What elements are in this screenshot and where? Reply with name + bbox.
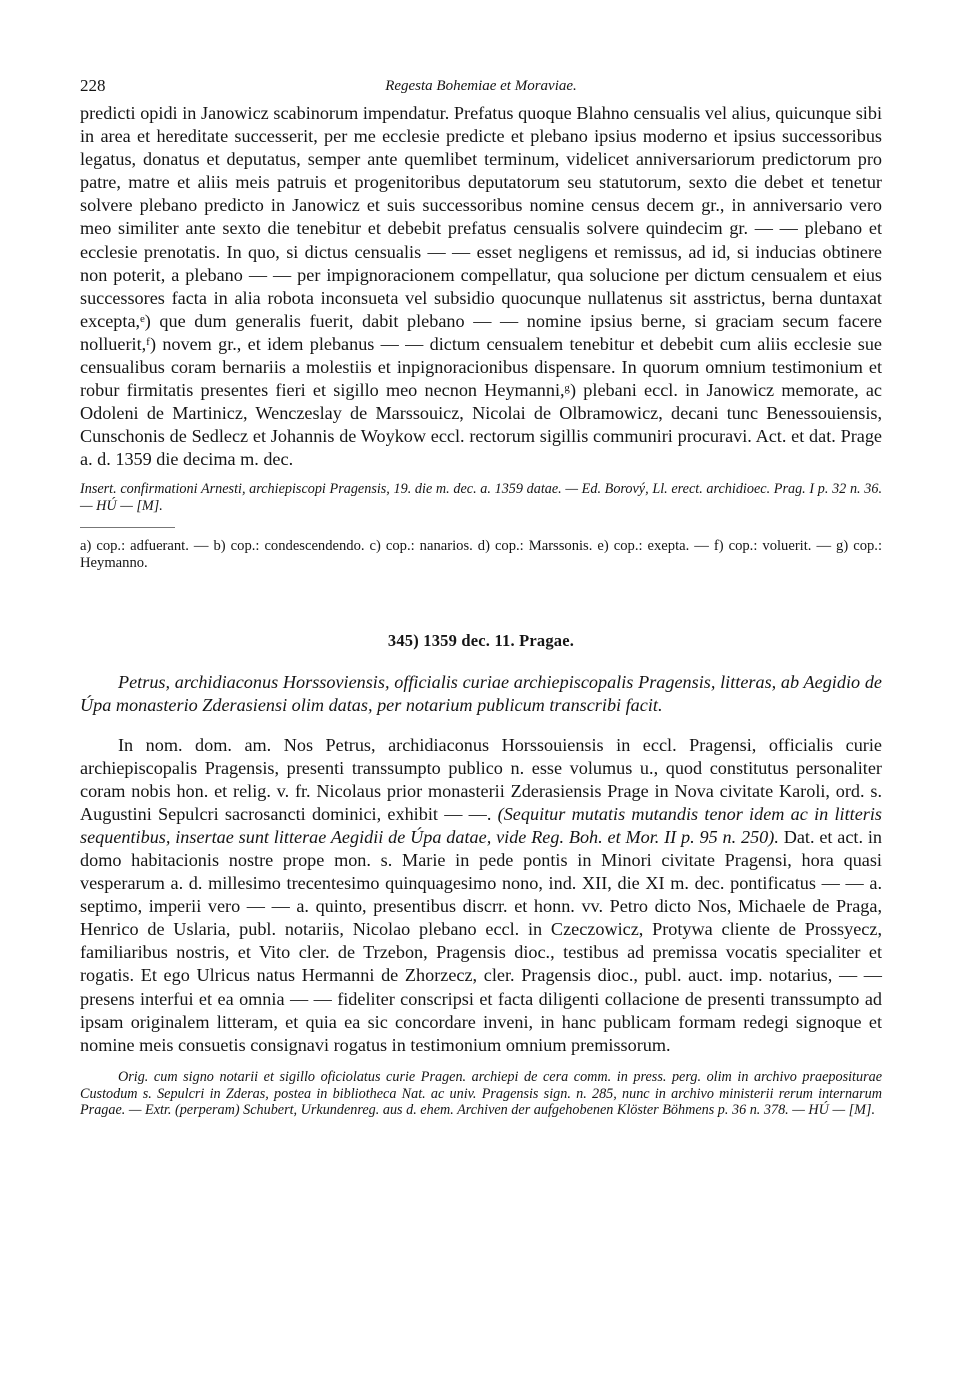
source-note: Insert. confirmationi Arnesti, archiepiscopi Pragensis, 19. die m. dec. a. 1359 datae. — Ed. Borový, Ll. erect. archidioec. Prag. I p. 32 n. 36. — HÚ — [M]. xyxy=(80,480,882,514)
entry-heading: 345) 1359 dec. 11. Pragae. xyxy=(387,630,575,650)
footnotes: a) cop.: adfuerant. — b) cop.: condescendendo. c) cop.: nanarios. d) cop.: Marssonis. e) cop.: exepta. — f) cop.: voluerit. — g) cop.: Heymanno. xyxy=(80,537,882,571)
continued-charter-text: predicti opidi in Janowicz scabinorum impendatur. Prefatus quoque Blahno censualis vel alius, quicunque sibi in area et hereditate successerit, per me ecclesie predicte et plebano ipsius moderno et ipsius successoribus legatus, donatus et deputatus, semper ante quemlibet terminum, videlicet anniversariorum predictorum pro patre, matre et aliis meis patruis et progenitoribus deputatorum seu statutorum, sexto die debet et tenetur solvere plebano predicto in Janowicz et suis successoribus nomine census decem gr., in anniversario vero meo similiter ante sexto die tenebitur et debebit prefatus censualis solvere quindecim gr. — — plebano et ecclesie prenotatis. In quo, si dictus censualis — — esset negligens et remissus, ad id, si inducias obtinere non poterit, a plebano — — per impignoracionem compellatur, qua solucione per dictum censualem et eius successores facta in alia robota inconsueta vel subsidio quocunque nullatenus sit asstrictus, berna duntaxat excepta,ᵉ) que dum generalis fuerit, dabit plebano — — nomine ipsius berne, si graciam secum facere nolluerit,ᶠ) novem gr., et idem plebanus — — dictum censualem tenebitur et debebit cum aliis ecclesie sue censualibus coram bernariis a molestiis et inpignoracionibus dispensare. In quorum omnium testimonium et robur firmitatis presentes fieri et sigillo meo necnon Heymanni,ᵍ) plebani eccl. in Janowicz memorate, ac Odoleni de Martinicz, Wenczeslay de Marssouicz, Nicolai de Olbramowicz, decani tunc Benessouiensis, Cunschonis de Sedlecz et Johannis de Woykow eccl. rectorum sigillis communiri procuravi. Act. et dat. Prage a. d. 1359 die decima m. dec. xyxy=(80,103,882,470)
archive-note: Orig. cum signo notarii et sigillo oficiolatus curie Pragen. archiepi de cera comm. in press. perg. olim in archivo praepositurae Custodum s. Sepulcri in Zderas, postea in bibliotheca Nat. ac univ. Pragensis sign. n. 285, nunc in archivo ministerii rerum internarum Pragae. — Extr. (perperam) Schubert, Urkundenreg. aus d. ehem. Archiven der aufgehobenen Klöster Böhmens p. 36 n. 378. — HÚ — [M]. xyxy=(80,1068,882,1119)
book-page xyxy=(80,62,882,1119)
regest-summary: Petrus, archidiaconus Horssoviensis, officialis curiae archiepiscopalis Pragensis, litteras, ab Aegidio de Úpa monasterio Zderasiensi olim datas, per notarium publicum transcribi facit. xyxy=(80,671,882,715)
page-number: 228 xyxy=(80,76,106,95)
running-title: Regesta Bohemiae et Moraviae. xyxy=(385,78,577,94)
footnote-divider xyxy=(80,527,175,528)
editorial-insertion: (Sequitur mutatis mutandis tenor idem ac in litteris sequentibus, insertae sunt litterae Aegidii de Úpa datae, vide Reg. Boh. et Mor. II p. 95 n. 250). xyxy=(80,803,882,847)
running-head xyxy=(80,62,882,102)
document-text-intro: In nom. dom. am. Nos Petrus, archidiaconus Horssouiensis in eccl. Pragensi, officialis curie archiepiscopalis Pragensis, presenti transsumpto publico n. esse volumus u., quod constitutus personaliter coram nobis hon. et relig. v. fr. Nicolaus prior monasterii Zderasiensis Prage in Nova civitate Karoli, ord. s. Augustini Sepulcri sacrosancti dominici, exhibit — —. xyxy=(80,734,882,824)
document-text xyxy=(80,734,882,1057)
document-text-conclusion: Dat. et act. in domo habitacionis nostre prope mon. s. Marie in pede pontis in Minori civitate Pragensi, hora quasi vesperarum a. d. millesimo trecentesimo quinquagesimo nono, ind. XII, die XI m. dec. pontificatus — — a. septimo, imperii vero — — a. quinto, presentibus discrr. et honn. vv. Petro dicto Nos, Michaele de Praga, Henrico de Uslaria, publ. notariis, Nicolao plebano eccl. in Czeczowicz, Protywa cliente de Prossyecz, familiaribus nostris, et Vito cler. de Trzebon, Pragensis dioc., testibus ad premissa vocatis specialiter et rogatis. Et ego Ulricus natus Hermanni de Zhorzecz, cler. Pragensis dioc., publ. auct. imp. notarius, — — presens interfui et ea omnia — — fideliter conscripsi et facta diligenti collacione de presenti transsumpto ad ipsam originalem litteram, et quia ea sic concordare inveni, in hanc publicam formam redegi signoque et nomine meis consuetis consignavi rogatus in testimonium omnium premissorum. xyxy=(80,826,882,1055)
